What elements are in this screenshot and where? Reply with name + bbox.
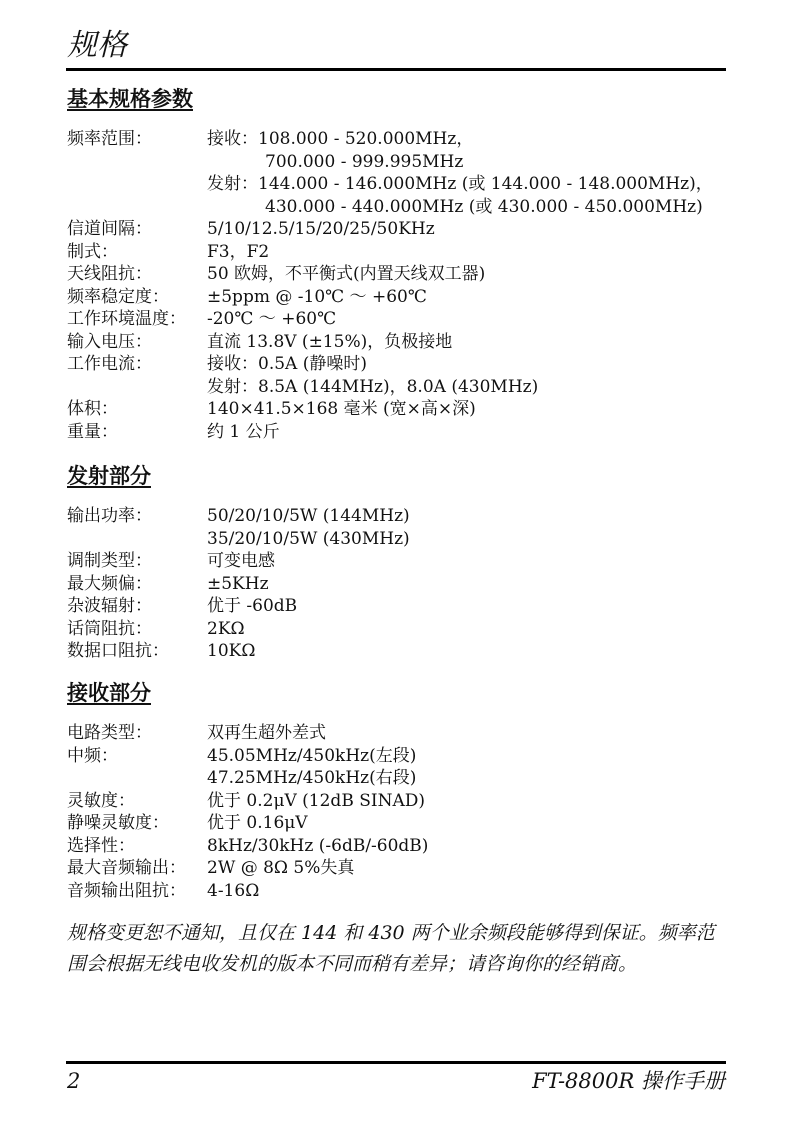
spec-rows [67, 505, 410, 663]
section-receiver [67, 680, 428, 902]
spec-row [67, 308, 713, 331]
spec-value: 8kHz/30kHz (-6dB/-60dB) [207, 835, 429, 856]
header-rule [66, 68, 726, 71]
spec-row [67, 398, 713, 421]
spec-label [67, 196, 207, 219]
spec-row [67, 745, 428, 768]
spec-row [67, 573, 410, 596]
spec-row [67, 286, 713, 309]
spec-row [67, 263, 713, 286]
spec-row [67, 218, 713, 241]
spec-row [67, 857, 428, 880]
spec-label: 输入电压： [67, 331, 152, 352]
spec-row [67, 812, 428, 835]
spec-value: 4-16Ω [207, 880, 260, 901]
spec-value: 可变电感 [207, 551, 275, 571]
spec-value [207, 151, 713, 174]
spec-value: ±5ppm @ -10℃ ～ +60℃ [207, 286, 427, 307]
spec-label: 制式： [67, 241, 118, 262]
spec-row [67, 528, 410, 551]
spec-label: 体积： [67, 399, 118, 419]
spec-value: -20℃ ～ +60℃ [207, 309, 337, 329]
spec-row [67, 196, 713, 219]
spec-label: 数据口阻抗： [67, 641, 169, 661]
spec-label: 调制类型： [67, 551, 152, 571]
spec-row [67, 790, 428, 813]
spec-value: 双再生超外差式 [207, 723, 326, 743]
spec-value: 发射：8.5A (144MHz)，8.0A (430MHz) [207, 376, 539, 397]
spec-rows [67, 128, 713, 443]
disclaimer-note: 规格变更恕不通知，且仅在 144 和 430 两个业余频段能够得到保证。频率范围会根据无线电收发机的版本不同而稍有差异；请咨询你的经销商。 [67, 922, 715, 975]
spec-value: 10KΩ [207, 641, 256, 661]
section-heading: 接收部分 [67, 681, 151, 705]
spec-row [67, 595, 410, 618]
spec-row [67, 767, 428, 790]
spec-value: 47.25MHz/450kHz(右段) [207, 768, 417, 788]
spec-label: 最大频偏： [67, 573, 152, 594]
spec-label: 频率稳定度： [67, 286, 169, 307]
spec-value: ±5KHz [207, 573, 269, 594]
spec-row [67, 128, 713, 151]
spec-value: 45.05MHz/450kHz(左段) [207, 745, 417, 766]
spec-label: 最大音频输出： [67, 858, 186, 878]
spec-label: 工作电流： [67, 354, 152, 374]
spec-label: 工作环境温度： [67, 309, 186, 329]
spec-value-text: 700.000 - 999.995MHz [265, 151, 464, 172]
spec-value: 140×41.5×168 毫米 (宽×高×深) [207, 399, 476, 419]
spec-value: 接收：0.5A (静噪时) [207, 354, 367, 374]
section-basic-specs [67, 86, 713, 443]
spec-value: 优于 0.2μV (12dB SINAD) [207, 790, 425, 811]
spec-row [67, 550, 410, 573]
spec-label: 选择性： [67, 835, 135, 856]
section-heading: 发射部分 [67, 464, 151, 488]
spec-label: 杂波辐射： [67, 596, 152, 616]
section-transmitter [67, 463, 410, 663]
spec-label: 天线阻抗： [67, 264, 152, 284]
spec-label [67, 528, 207, 551]
spec-value [207, 196, 713, 219]
spec-value: 50 欧姆，不平衡式(内置天线双工器) [207, 264, 486, 284]
spec-value: 接收：108.000 - 520.000MHz， [207, 129, 474, 149]
spec-value-text: 430.000 - 440.000MHz (或 430.000 - 450.000MHz) [265, 196, 703, 217]
page-title: 规格 [67, 28, 127, 63]
spec-row [67, 880, 428, 903]
spec-row [67, 722, 428, 745]
page-number: 2 [67, 1069, 81, 1093]
spec-label: 话筒阻抗： [67, 618, 152, 639]
spec-value: 50/20/10/5W (144MHz) [207, 506, 410, 526]
spec-row [67, 151, 713, 174]
spec-label: 中频： [67, 745, 118, 766]
spec-row [67, 241, 713, 264]
spec-row [67, 640, 410, 663]
spec-value: 优于 -60dB [207, 596, 298, 616]
spec-value: 约 1 公斤 [207, 421, 280, 442]
spec-row [67, 173, 713, 196]
spec-label: 信道间隔： [67, 219, 152, 239]
spec-value: 5/10/12.5/15/20/25/50KHz [207, 219, 435, 239]
spec-row [67, 505, 410, 528]
spec-label: 频率范围： [67, 129, 152, 149]
spec-label: 静噪灵敏度： [67, 813, 169, 833]
spec-label: 重量： [67, 421, 118, 442]
spec-value: 35/20/10/5W (430MHz) [207, 528, 410, 549]
spec-value: F3，F2 [207, 241, 270, 262]
spec-label [67, 767, 207, 790]
spec-row [67, 618, 410, 641]
spec-row [67, 331, 713, 354]
footer-rule [66, 1061, 726, 1064]
spec-value: 2KΩ [207, 618, 245, 639]
spec-value: 发射：144.000 - 146.000MHz (或 144.000 - 148.000MHz)， [207, 174, 713, 194]
spec-label: 灵敏度： [67, 790, 135, 811]
spec-label [67, 173, 207, 196]
spec-value: 优于 0.16μV [207, 813, 308, 833]
spec-row [67, 835, 428, 858]
spec-row [67, 421, 713, 444]
spec-rows [67, 722, 428, 902]
spec-value: 直流 13.8V (±15%)，负极接地 [207, 331, 453, 352]
spec-row [67, 376, 713, 399]
spec-value: 2W @ 8Ω 5%失真 [207, 858, 355, 878]
section-heading: 基本规格参数 [67, 87, 193, 111]
spec-label: 音频输出阻抗： [67, 880, 186, 901]
spec-label [67, 376, 207, 399]
manual-title: FT-8800R 操作手册 [532, 1069, 725, 1093]
spec-row [67, 353, 713, 376]
spec-label [67, 151, 207, 174]
spec-label: 电路类型： [67, 723, 152, 743]
spec-label: 输出功率： [67, 506, 152, 526]
